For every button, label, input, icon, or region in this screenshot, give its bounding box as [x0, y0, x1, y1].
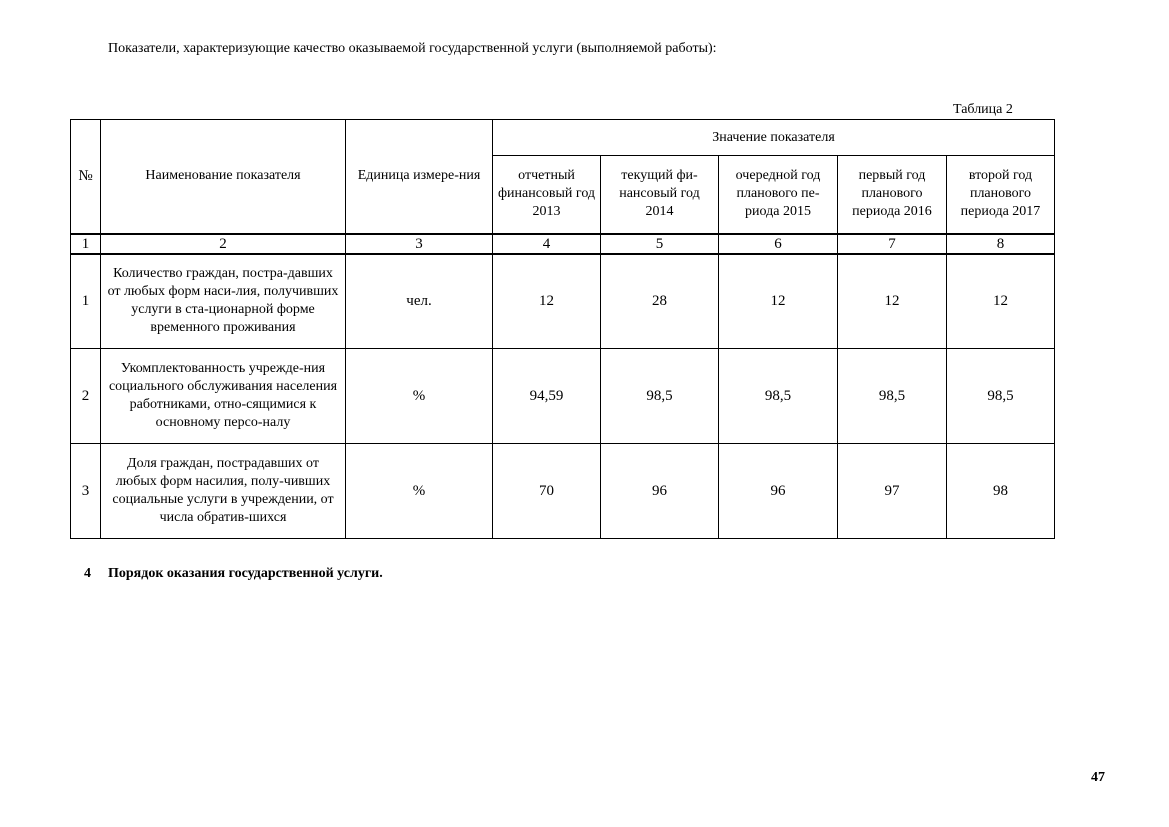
row-num: 3 — [71, 444, 101, 539]
row-value: 94,59 — [493, 349, 601, 444]
table-row — [71, 254, 1055, 349]
header-row-top — [71, 120, 1055, 156]
header-period-2013: отчетный финансовый год 2013 — [493, 156, 601, 234]
header-period-2015: очередной год планового пе-риода 2015 — [719, 156, 838, 234]
section-title-text: Порядок оказания государственной услуги. — [108, 566, 383, 581]
indicators-table — [70, 119, 1055, 539]
row-value: 12 — [838, 254, 947, 349]
header-num: № — [71, 120, 101, 234]
column-number: 2 — [101, 234, 346, 254]
header-period-2014: текущий фи-нансовый год 2014 — [601, 156, 719, 234]
row-value: 98,5 — [719, 349, 838, 444]
section-heading — [84, 566, 383, 582]
row-value: 28 — [601, 254, 719, 349]
table-caption: Таблица 2 — [953, 102, 1013, 117]
row-value: 96 — [601, 444, 719, 539]
row-value: 70 — [493, 444, 601, 539]
row-name: Укомплектованность учрежде-ния социального обслуживания населения работниками, отно-сящимися к основному персо-налу — [101, 349, 346, 444]
column-number: 5 — [601, 234, 719, 254]
row-num: 1 — [71, 254, 101, 349]
header-value-group: Значение показателя — [493, 120, 1055, 156]
table-row — [71, 349, 1055, 444]
row-unit: % — [346, 349, 493, 444]
row-name: Доля граждан, пострадавших от любых форм насилия, полу-чивших социальные услуги в учреждении, от числа обратив-шихся — [101, 444, 346, 539]
page-number: 47 — [1091, 770, 1105, 785]
row-unit: % — [346, 444, 493, 539]
row-value: 98,5 — [838, 349, 947, 444]
header-period-2016: первый год планового периода 2016 — [838, 156, 947, 234]
column-number: 6 — [719, 234, 838, 254]
row-name: Количество граждан, постра-давших от любых форм наси-лия, получивших услуги в ста-ционарной форме временного проживания — [101, 254, 346, 349]
row-unit: чел. — [346, 254, 493, 349]
row-value: 98 — [947, 444, 1055, 539]
header-period-2017: второй год планового периода 2017 — [947, 156, 1055, 234]
header-name: Наименование показателя — [101, 120, 346, 234]
row-num: 2 — [71, 349, 101, 444]
row-value: 12 — [493, 254, 601, 349]
table-row — [71, 444, 1055, 539]
column-numbers-row — [71, 234, 1055, 254]
row-value: 97 — [838, 444, 947, 539]
row-value: 98,5 — [947, 349, 1055, 444]
header-unit: Единица измере-ния — [346, 120, 493, 234]
intro-text: Показатели, характеризующие качество оказываемой государственной услуги (выполняемой работы): — [108, 41, 717, 56]
row-value: 96 — [719, 444, 838, 539]
row-value: 12 — [719, 254, 838, 349]
column-number: 3 — [346, 234, 493, 254]
column-number: 8 — [947, 234, 1055, 254]
column-number: 1 — [71, 234, 101, 254]
column-number: 4 — [493, 234, 601, 254]
row-value: 12 — [947, 254, 1055, 349]
section-number: 4 — [84, 566, 91, 581]
row-value: 98,5 — [601, 349, 719, 444]
column-number: 7 — [838, 234, 947, 254]
